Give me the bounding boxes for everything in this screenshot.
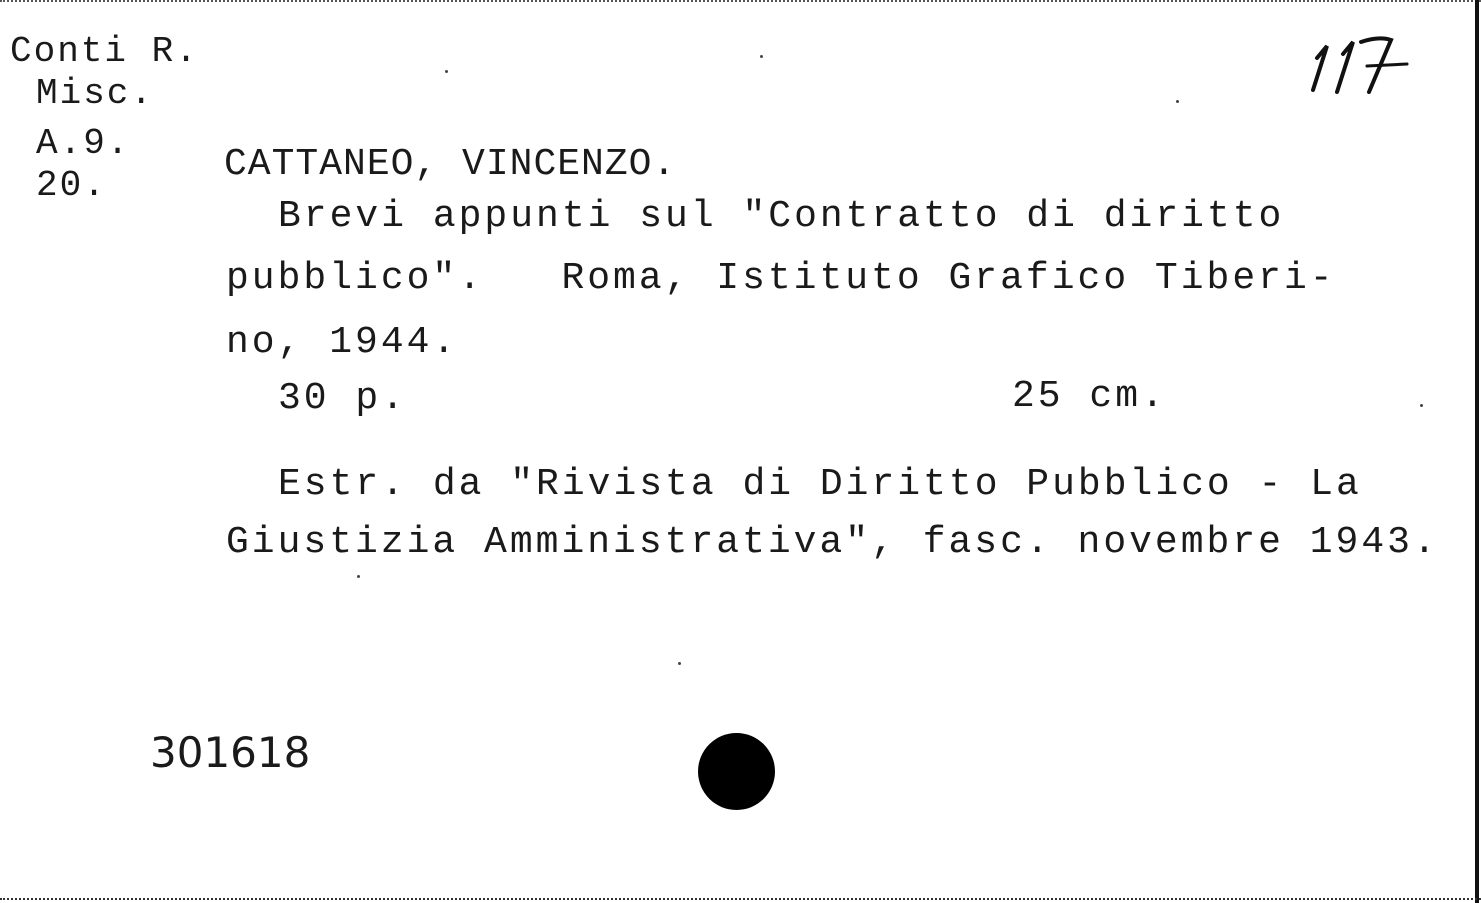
call-number-line-4: 20.: [36, 165, 107, 206]
speck: [1420, 404, 1423, 407]
card-bottom-edge: [0, 898, 1481, 903]
collation-pages: 30 p.: [278, 377, 408, 420]
speck: [760, 55, 763, 58]
punch-hole: [698, 733, 775, 810]
title-line-1: Brevi appunti sul "Contratto di diritto: [278, 195, 1285, 238]
card-top-edge: [0, 0, 1481, 4]
accession-number: 301618: [150, 728, 311, 777]
call-number-line-1: Conti R.: [10, 31, 199, 72]
call-number-line-2: Misc.: [36, 73, 155, 114]
call-number-line-3: A.9.: [36, 123, 131, 164]
collation-size: 25 cm.: [1012, 375, 1167, 418]
speck: [1176, 100, 1179, 103]
speck: [357, 575, 360, 578]
imprint-line: no, 1944.: [226, 321, 459, 364]
title-line-2: pubblico". Roma, Istituto Grafico Tiberi-: [226, 257, 1336, 300]
card-right-edge: [1475, 0, 1479, 903]
speck: [678, 662, 681, 665]
author-heading: CATTANEO, VINCENZO.: [224, 143, 677, 186]
handwritten-number: [1295, 18, 1420, 98]
note-line-2: Giustizia Amministrativa", fasc. novembre 1943.: [226, 521, 1439, 564]
note-line-1: Estr. da "Rivista di Diritto Pubblico - La: [278, 463, 1362, 506]
speck: [445, 70, 448, 73]
